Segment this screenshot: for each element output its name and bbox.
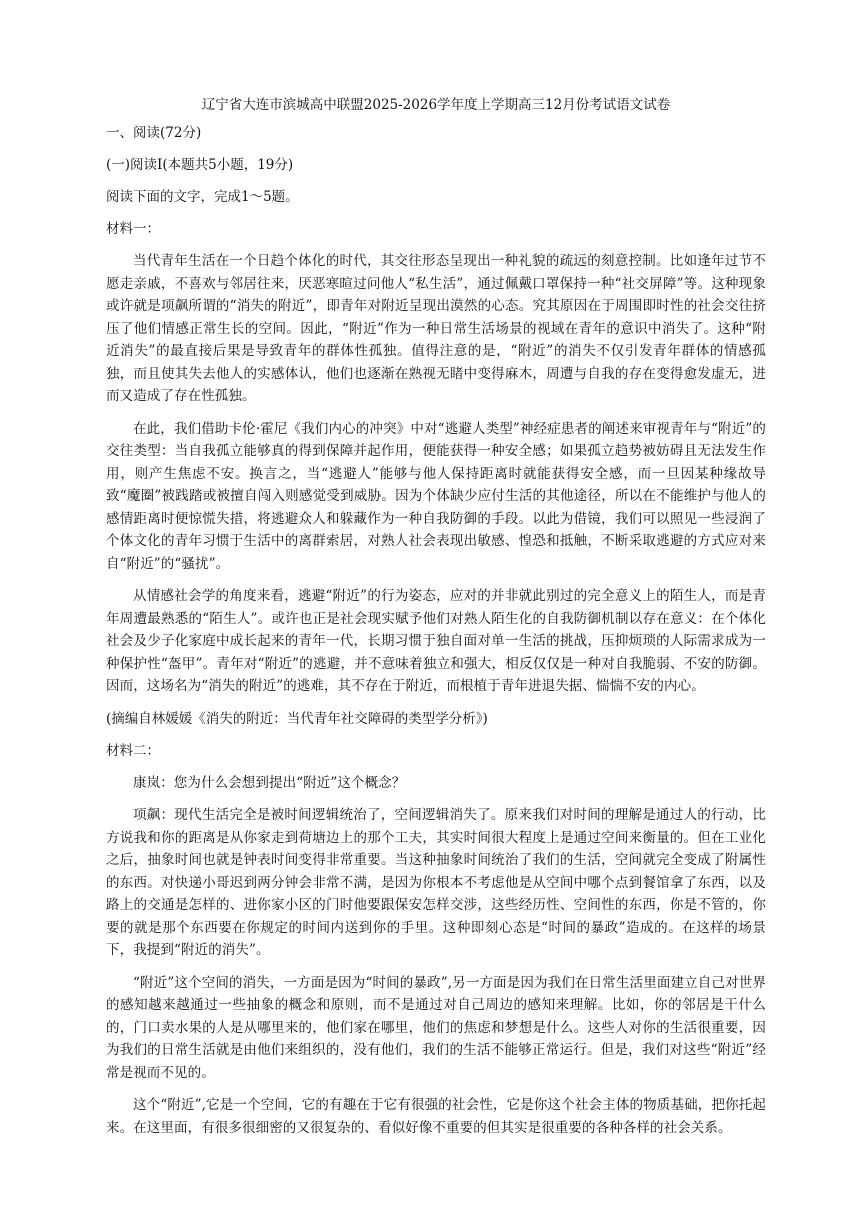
material-two-label: 材料二：: [106, 742, 160, 759]
interview-answer-paragraph: 项飙：现代生活完全是被时间逻辑统治了，空间逻辑消失了。原来我们对时间的理解是通过人的行动，比方说我和你的距离是从你家走到荷塘边上的那个工夫，其实时间很大程度上是通过空间来衡量的。但在工业化之后，抽象时间也就是钟表时间变得非常重要。当这种抽象时间统治了我们的生活，空间就完全变成了附属性的东西。对快递小哥迟到两分钟会非常不满，是因为你根本不考虑他是从空间中哪个点到餐馆拿了东西，以及路上的交通是怎样的、进你家小区的门时他要跟保安怎样交涉，这些经历性、空间性的东西，你是不管的，你要的就是那个东西要在你规定的时间内送到你的手里。这种即刻心态是“时间的暴政”造成的。在这样的场景下，我提到“附近的消失”。: [106, 807, 766, 958]
material-one-source: (摘编自林媛媛《消失的附近：当代青年社交障碍的类型学分析》): [106, 710, 488, 727]
interview-answer-paragraph: “附近”这个空间的消失，一方面是因为“时间的暴政”,另一方面是因为我们在日常生活里面建立自己对世界的感知越来越通过一些抽象的概念和原则，而不是通过对自己周边的感知来理解。比如，你的邻居是干什么的，门口卖水果的人是从哪里来的，他们家在哪里，他们的焦虑和梦想是什么。这些人对你的生活很重要，因为我们的日常生活就是由他们来组织的，没有他们，我们的生活不能够正常运行。但是，我们对这些“附近”经常是视而不见的。: [106, 974, 766, 1081]
material-one-paragraph: 当代青年生活在一个日趋个体化的时代，其交往形态呈现出一种礼貌的疏远的刻意控制。比如逢年过节不愿走亲戚，不喜欢与邻居往来，厌恶寒暄过问他人“私生活”，通过佩戴口罩保持一种“社交屏障”等。这种现象或许就是项飙所谓的“消失的附近”，即青年对附近呈现出漠然的心态。究其原因在于周围即时性的社会交往挤压了他们情感正常生长的空间。因此，“附近”作为一种日常生活场景的视域在青年的意识中消失了。这种“附近消失”的最直接后果是导致青年的群体性孤独。值得注意的是，“附近”的消失不仅引发青年群体的情感孤独，而且使其失去他人的实感体认，他们也逐渐在熟视无睹中变得麻木，周遭与自我的存在变得愈发虚无，进而又造成了存在性孤独。: [106, 253, 766, 404]
interview-answer-paragraph: 这个“附近”,它是一个空间，它的有趣在于它有很强的社会性，它是你这个社会主体的物质基础，把你托起来。在这里面，有很多很细密的又很复杂的、看似好像不重要的但其实是很重要的各种各样的社会关系。: [106, 1097, 766, 1136]
reading-instruction: 阅读下面的文字，完成1～5题。: [106, 189, 299, 205]
interview-question: 康岚：您为什么会想到提出“附近”这个概念？: [133, 774, 406, 791]
material-one-paragraph: 在此，我们借助卡伦·霍尼《我们内心的冲突》中对“逃避人类型”神经症患者的阐述来审视青年与“附近”的交往类型：当自我孤立能够真的得到保障并起作用，便能获得一种安全感；如果孤立趋势被妨碍且无法发生作用，则产生焦虑不安。换言之，当“逃避人”能够与他人保持距离时就能获得安全感，而一旦因某种缘故导致“魔圈”被践踏或被擅自闯入则感觉受到威胁。因为个体缺少应付生活的其他途径，所以在不能维护与他人的感情距离时便惊慌失措，将逃避众人和躲藏作为一种自我防御的手段。以此为借镜，我们可以照见一些浸润了个体文化的青年习惯于生活中的离群索居，对熟人社会表现出敏感、惶恐和抵触，不断采取逃避的方式应对来自“附近”的“骚扰”。: [106, 420, 766, 572]
exam-page: [106, 94, 766, 1149]
section-heading: 一、阅读(72分): [106, 125, 202, 141]
subsection-heading: (一)阅读I(本题共5小题，19分): [106, 157, 294, 173]
exam-title: 辽宁省大连市滨城高中联盟2025-2026学年度上学期高三12月份考试语文试卷: [201, 97, 671, 113]
material-one-paragraph: 从情感社会学的角度来看，逃避“附近”的行为姿态，应对的并非就此别过的完全意义上的陌生人，而是青年周遭最熟悉的“陌生人”。或许也正是社会现实赋予他们对熟人陌生化的自我防御机制以存在意义：在个体化社会及少子化家庭中成长起来的青年一代，长期习惯于独自面对单一生活的挑战，压抑烦琐的人际需求成为一种保护性“盔甲”。青年对“附近”的逃避，并不意味着独立和强大，相反仅仅是一种对自我脆弱、不安的防御。因而，这场名为“消失的附近”的逃难，其不存在于附近，而根植于青年进退失据、惴惴不安的内心。: [106, 588, 766, 694]
material-one-label: 材料一：: [106, 221, 160, 237]
